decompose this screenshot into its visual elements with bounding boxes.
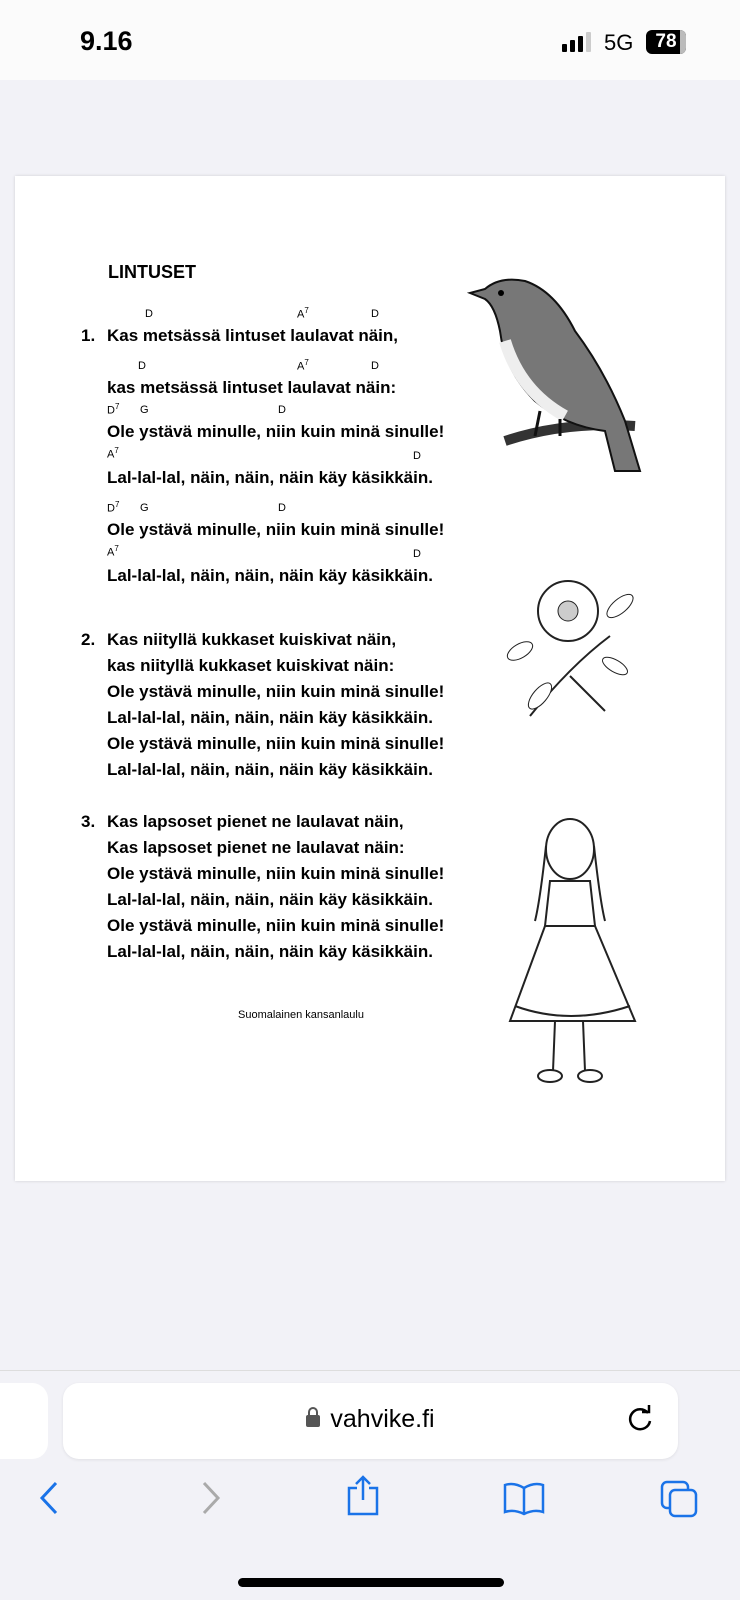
forward-icon[interactable] <box>196 1480 224 1516</box>
lyric-line: Lal-lal-lal, näin, näin, näin käy käsikkäin. <box>107 890 433 909</box>
chord: D <box>138 360 146 372</box>
chord: D <box>371 360 379 372</box>
chord: $A^7$ <box>297 306 309 321</box>
lyric-line: Lal-lal-lal, näin, näin, näin käy käsikkäin. <box>107 708 433 727</box>
lyric-line: Ole ystävä minulle, niin kuin minä sinulle! <box>107 422 445 441</box>
lyric-line: Kas lapsoset pienet ne laulavat näin, <box>107 812 404 831</box>
lock-icon <box>306 1415 320 1427</box>
lyric-line: Ole ystävä minulle, niin kuin minä sinulle! <box>107 864 445 883</box>
bookmarks-icon[interactable] <box>502 1480 546 1516</box>
lyric-line: Lal-lal-lal, näin, näin, näin käy käsikkäin. <box>107 468 433 487</box>
lyric-line: Kas metsässä lintuset laulavat näin, <box>107 326 399 345</box>
lyric-line: Lal-lal-lal, näin, näin, näin käy käsikkäin. <box>107 760 433 779</box>
chord: D <box>371 308 379 320</box>
reload-icon[interactable] <box>624 1403 656 1435</box>
home-indicator <box>238 1578 504 1587</box>
lyric-line: Lal-lal-lal, näin, näin, näin käy käsikkäin. <box>107 566 433 585</box>
chord: D <box>413 450 421 462</box>
status-bar <box>0 0 740 80</box>
song-title: LINTUSET <box>108 262 196 282</box>
lyric-line: Ole ystävä minulle, niin kuin minä sinulle! <box>107 734 445 753</box>
lyric-line: Ole ystävä minulle, niin kuin minä sinulle! <box>107 682 445 701</box>
document-page <box>15 176 725 1181</box>
chord: D <box>413 548 421 560</box>
chord: D <box>278 502 286 514</box>
tabs-icon[interactable] <box>660 1480 700 1520</box>
lyric-line: kas niityllä kukkaset kuiskivat näin: <box>107 656 395 675</box>
url-text: vahvike.fi <box>330 1405 435 1433</box>
clock: 9.16 <box>80 26 133 56</box>
previous-tab[interactable] <box>0 1383 48 1459</box>
chord: $A^7$ <box>107 446 119 461</box>
signal-icon <box>562 32 591 52</box>
lyric-line: Lal-lal-lal, näin, näin, näin käy käsikkäin. <box>107 942 433 961</box>
verse-number: 2. <box>81 630 96 649</box>
share-icon[interactable] <box>346 1474 380 1516</box>
battery-icon <box>646 30 686 54</box>
address-bar[interactable] <box>63 1383 678 1459</box>
chord: D <box>278 404 286 416</box>
credit: Suomalainen kansanlaulu <box>238 1009 364 1021</box>
verse-number: 3. <box>81 812 96 831</box>
chord: G <box>140 502 149 514</box>
flower-illustration <box>500 576 640 726</box>
lyric-line: Kas lapsoset pienet ne laulavat näin: <box>107 838 405 857</box>
lyric-line: Ole ystävä minulle, niin kuin minä sinulle! <box>107 520 445 539</box>
chord: $A^7$ <box>107 544 119 559</box>
chord: D <box>145 308 153 320</box>
lyric-line: Ole ystävä minulle, niin kuin minä sinulle! <box>107 916 445 935</box>
verse-number: 1. <box>81 326 96 345</box>
back-icon[interactable] <box>36 1480 64 1516</box>
battery-level: 78 <box>655 31 677 52</box>
chord: $A^7$ <box>297 358 309 373</box>
chord: $D^7$ <box>107 402 120 417</box>
bird-illustration <box>465 271 665 481</box>
girl-illustration <box>505 811 655 1101</box>
chord: G <box>140 404 149 416</box>
network-type: 5G <box>604 30 634 55</box>
lyric-line: Kas niityllä kukkaset kuiskivat näin, <box>107 630 397 649</box>
chord: $D^7$ <box>107 500 120 515</box>
lyric-line: kas metsässä lintuset laulavat näin: <box>107 378 397 397</box>
